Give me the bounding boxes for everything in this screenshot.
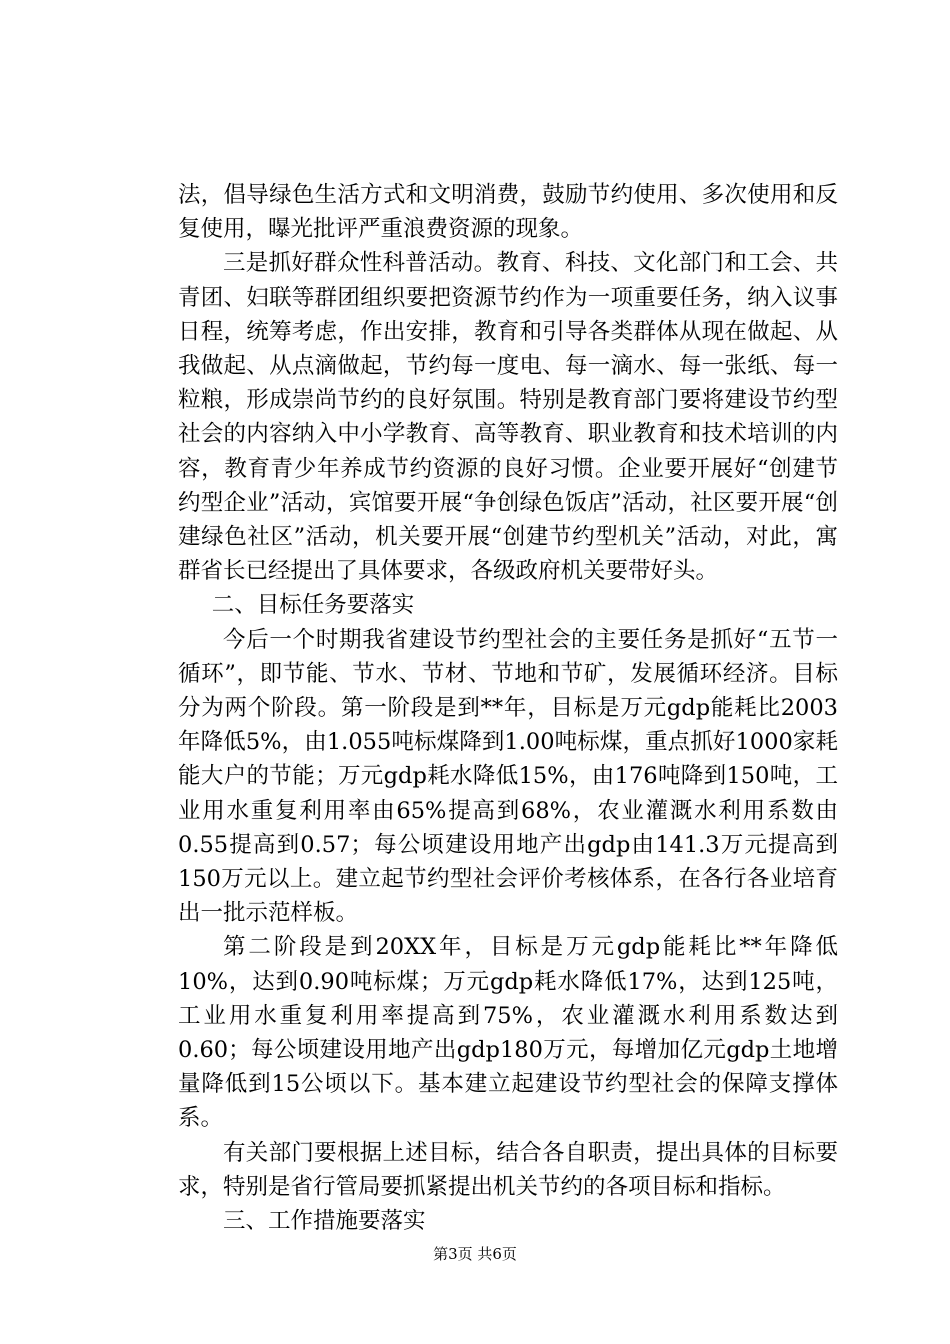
paragraph-second-stage: 第二阶段是到20XX年，目标是万元gdp能耗比**年降低10%，达到0.90吨标煤；万元gdp耗水降低17%，达到125吨，工业用水重复利用率提高到75%，农业灌溉水利用系数达到0.60；每公顷建设用地产出gdp180万元，每增加亿元gdp土地增量降低到15公顷以下。基本建立起建设节约型社会的保障支撑体系。 — [178, 934, 838, 1132]
paragraph-department-requirements: 有关部门要根据上述目标，结合各自职责，提出具体的目标要求，特别是省行管局要抓紧提出机关节约的各项目标和指标。 — [178, 1139, 838, 1200]
document-body — [178, 178, 838, 1238]
paragraph-public-science-activities: 三是抓好群众性科普活动。教育、科技、文化部门和工会、共青团、妇联等群团组织要把资源节约作为一项重要任务，纳入议事日程，统筹考虑，作出安排，教育和引导各类群体从现在做起、从我做起、从点滴做起，节约每一度电、每一滴水、每一张纸、每一粒粮，形成崇尚节约的良好氛围。特别是教育部门要将建设节约型社会的内容纳入中小学教育、高等教育、职业教育和技术培训的内容，教育青少年养成节约资源的良好习惯。企业要开展好“创建节约型企业”活动，宾馆要开展“争创绿色饭店”活动，社区要开展“创建绿色社区”活动，机关要开展“创建节约型机关”活动，对此，寓群省长已经提出了具体要求，各级政府机关要带好头。 — [178, 250, 838, 585]
paragraph-main-tasks: 今后一个时期我省建设节约型社会的主要任务是抓好“五节一循环”，即节能、节水、节材、节地和节矿，发展循环经济。目标分为两个阶段。第一阶段是到**年，目标是万元gdp能耗比2003年降低5%，由1.055吨标煤降到1.00吨标煤，重点抓好1000家耗能大户的节能；万元gdp耗水降低15%，由176吨降到150吨，工业用水重复利用率由65%提高到68%，农业灌溉水利用系数由0.55提高到0.57；每公顷建设用地产出gdp由141.3万元提高到150万元以上。建立起节约型社会评价考核体系，在各行各业培育出一批示范样板。 — [178, 626, 838, 927]
paragraph-continuation: 法，倡导绿色生活方式和文明消费，鼓励节约使用、多次使用和反复使用，曝光批评严重浪费资源的现象。 — [178, 182, 838, 243]
section-heading-measures: 三、工作措施要落实 — [223, 1208, 426, 1235]
section-heading-goals: 二、目标任务要落实 — [211, 592, 415, 619]
page-number-footer: 第3页 共6页 — [433, 1245, 517, 1263]
